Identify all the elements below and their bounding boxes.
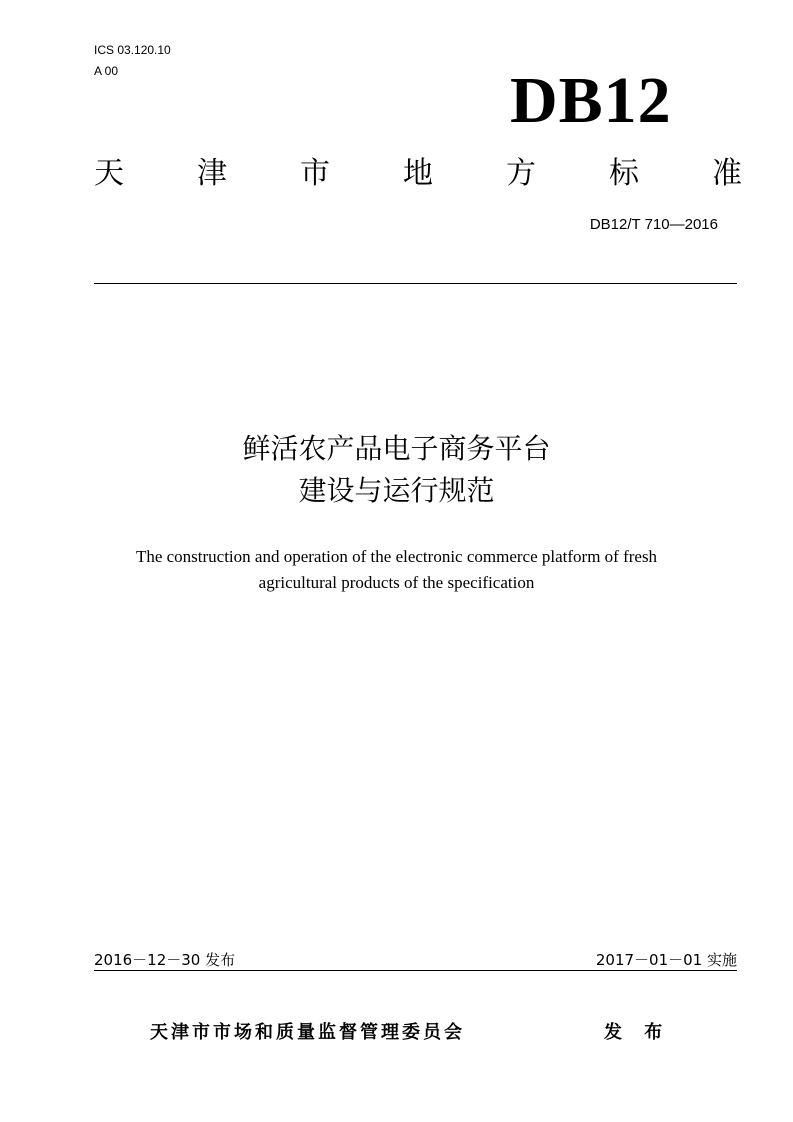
authority-char: 津 [197, 156, 227, 191]
standard-number: DB12/T 710—2016 [589, 216, 718, 233]
title-english-line-2: agricultural products of the specification [258, 573, 535, 592]
implementation-date: 2017－01－01 实施 [595, 951, 737, 969]
authority-char: 地 [403, 156, 433, 191]
standard-code-logo: DB12 [510, 64, 672, 137]
title-chinese-line-1: 鲜活农产品电子商务平台 [242, 432, 551, 465]
ics-code: ICS 03.120.10 [94, 43, 171, 57]
top-divider [94, 283, 737, 284]
release-date: 2016－12－30 发布 [94, 951, 236, 969]
authority-char: 方 [506, 156, 536, 191]
title-english [0, 544, 793, 596]
publish-label: 发 布 [604, 1022, 671, 1043]
dates-row [94, 950, 737, 970]
issuing-authority: 天津市市场和质量监督管理委员会 [150, 1022, 465, 1043]
authority-char: 标 [609, 156, 639, 191]
authority-char: 天 [94, 156, 124, 191]
authority-char: 准 [712, 156, 742, 191]
authority-char: 市 [300, 156, 330, 191]
title-chinese-line-2: 建设与运行规范 [298, 474, 495, 507]
ccs-code: A 00 [94, 64, 119, 78]
bottom-divider [94, 970, 737, 971]
classification-codes [94, 40, 171, 82]
title-chinese [0, 428, 793, 512]
title-english-line-1: The construction and operation of the electronic commerce platform of fresh [135, 547, 658, 566]
authority-heading [94, 154, 742, 194]
